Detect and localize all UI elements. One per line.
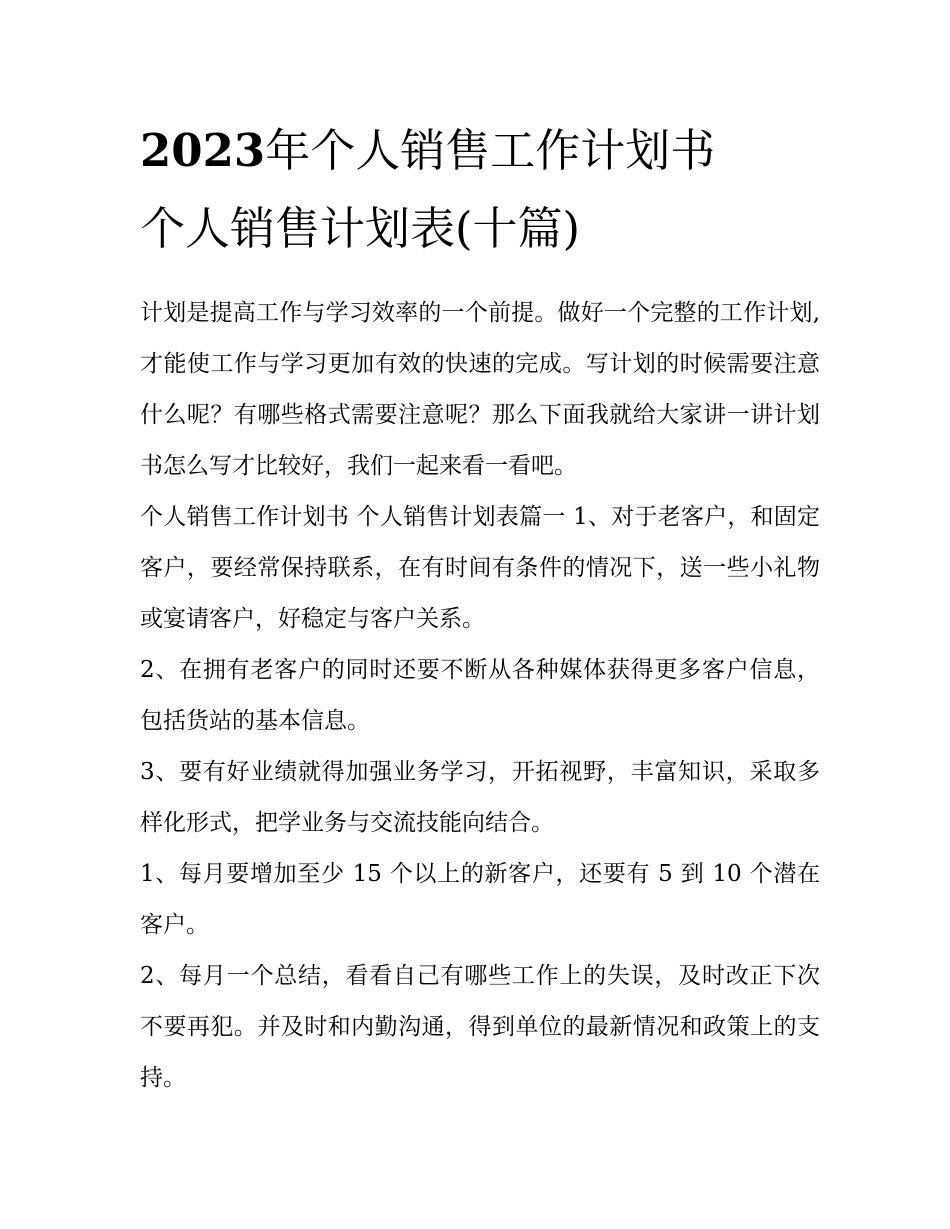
title-line-1 [140, 112, 820, 190]
title-line-1-text: 年个人销售工作计划书 [265, 124, 716, 177]
document-page [140, 112, 820, 1104]
title-year: 2023 [140, 124, 266, 177]
paragraph: 个人销售工作计划书 个人销售计划表篇一 1、对于老客户，和固定客户，要经常保持联系，在有时间有条件的情况下，送一些小礼物或宴请客户，好稳定与客户关系。 [140, 504, 820, 632]
paragraph-intro: 计划是提高工作与学习效率的一个前提。做好一个完整的工作计划,才能使工作与学习更加有效的快速的完成。写计划的时候需要注意什么呢？有哪些格式需要注意呢？那么下面我就给大家讲一讲计划书怎么写才比较好，我们一起来看一看吧。 [140, 300, 820, 479]
paragraph: 2、每月一个总结，看看自己有哪些工作上的失误，及时改正下次不要再犯。并及时和内勤沟通，得到单位的最新情况和政策上的支持。 [140, 963, 820, 1091]
paragraph: 3、要有好业绩就得加强业务学习，开拓视野，丰富知识，采取多样化形式，把学业务与交流技能向结合。 [140, 759, 820, 836]
paragraph: 1、每月要增加至少 15 个以上的新客户，还要有 5 到 10 个潜在客户。 [140, 861, 820, 938]
document-body [140, 288, 820, 1104]
paragraph: 2、在拥有老客户的同时还要不断从各种媒体获得更多客户信息，包括货站的基本信息。 [140, 657, 820, 734]
document-title [140, 112, 820, 268]
title-line-2: 个人销售计划表(十篇) [140, 202, 581, 255]
